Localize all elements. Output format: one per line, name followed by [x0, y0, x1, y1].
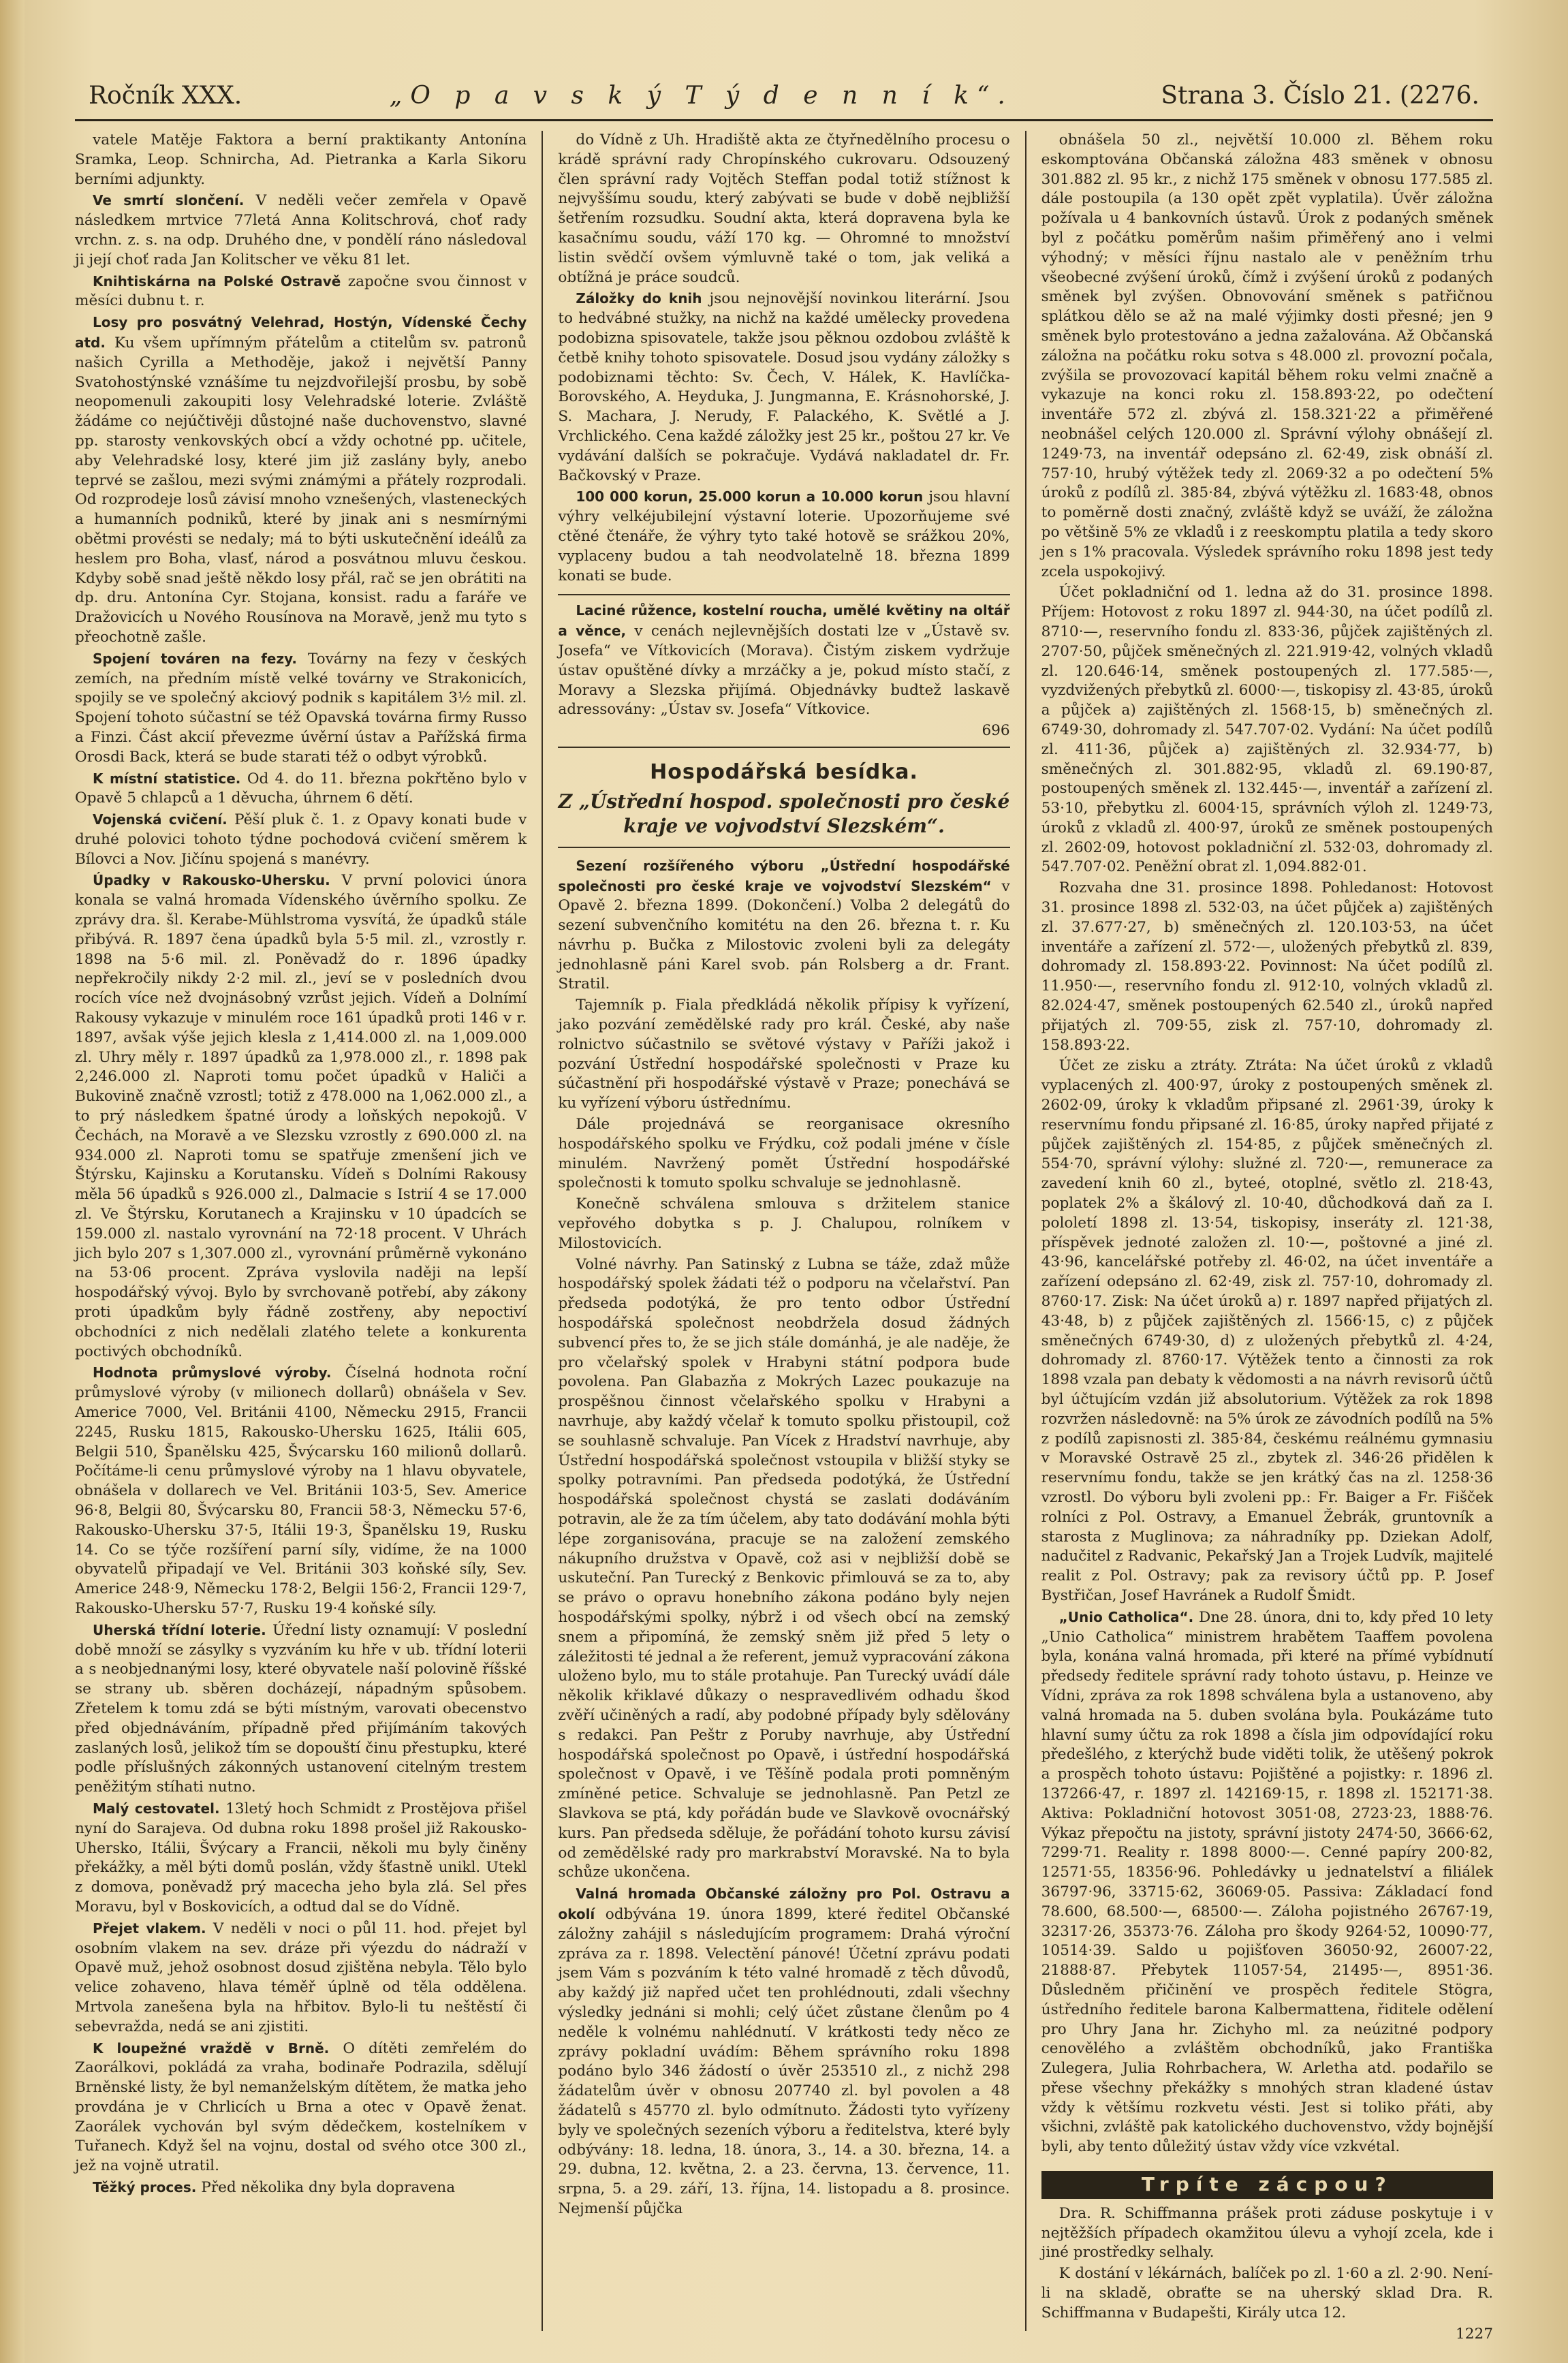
paragraph-text: Číselná hodnota roční průmyslové výroby (v milionech dollarů) obnášela v Sev. Americe 7000, Vel. Británii 4100, Německu 2915, Francii 2245, Rusku 1815, Rakousko-Uhersku 1625, Itálii 605, Belgii 510, Španělsku 425, Švýcarsku 160 milionů dollarů. Počítáme-li cenu průmyslové výroby na 1 hlavu obyvatele, obnášela v dollarech ve Vel. Británii 103·5, Sev. Americe 96·8, Belgii 80, Švýcarsku 80, Francii 58·3, Německu 57·6, Rakousko-Uhersku 37·5, Itálii 19·3, Španělsku 19, Rusku 14. Co se týče rozšíření parní síly, vidíme, že na 1000 obyvatelů připadají ve Vel. Británii 303 koňské síly, Sev. Americe 248·9, Německu 178·2, Belgii 156·2, Francii 129·7, Rakousko-Uhersku 57·7, Rusku 19·4 koňské síly.	[75, 1364, 527, 1617]
paragraph-lead: Uherská třídní loterie.	[93, 1621, 273, 1638]
paragraph	[75, 649, 527, 768]
paragraph	[558, 487, 1009, 586]
divider	[558, 847, 1009, 848]
paragraph-text: 13letý hoch Schmidt z Prostějova přišel nyní do Sarajeva. Od dubna roku 1898 prošel již Rakousko-Uhersko, Itálii, Švýcary a Francii, několi mu byly činěny překážky, a měl býti domů poslán, vždy šťastně unikl. Utekl z domova, poněvadž prý macecha jeho byla zlá. Sel přes Moravu, byl v Boskovicích, a odtud dal se do Vídně.	[75, 1800, 527, 1915]
advert-number: 1227	[1456, 2325, 1493, 2343]
advert-banner: Trpíte zácpou?	[1041, 2171, 1493, 2199]
paragraph-text: K dostání v lékárnách, balíček po zl. 1·60 a zl. 2·90. Není-li na skladě, obraťte se na uherský sklad Dra. R. Schiffmanna v Budapešti, Király utca 12.	[1041, 2265, 1493, 2321]
paragraph-lead: „Unio Catholica“.	[1059, 1608, 1199, 1625]
paragraph	[1041, 2204, 1493, 2263]
paragraph	[558, 856, 1009, 995]
paragraph	[558, 1195, 1009, 1253]
masthead-title: „O p a v s k ý T ý d e n n í k“.	[389, 82, 1014, 110]
paragraph-text: vatele Matěje Faktora a berní praktikanty Antonína Sramka, Leop. Schnircha, Ad. Pietranka a Karla Sikoru berními adjunkty.	[75, 131, 527, 188]
section-heading: Hospodářská besídka.	[650, 760, 918, 784]
column-3	[1025, 131, 1493, 2343]
paragraph-lead: K loupežné vraždě v Brně.	[93, 2039, 343, 2056]
paragraph-text: v Opavě 2. března 1899. (Dokončení.) Volba 2 delegátů do sezení subvenčního komitétu na den 26. března t. r. Ku návrhu p. Bučka z Milostovic zvoleni byli za delegáty jednohlasně páni Karel svob. pán Rolsberg a dr. Frant. Stratil.	[558, 877, 1010, 993]
column-2-article	[558, 856, 1009, 2219]
paragraph	[75, 1799, 527, 1918]
paragraph-text: Dra. R. Schiffmanna prášek proti záduse poskytuje i v nejtěžších případech okamžitou úlevu a vyhojí zcela, kde i jiné prostředky selhaly.	[1041, 2204, 1493, 2262]
paragraph-text: jsou nejnovější novinkou literární. Jsou to hedvábné stužky, na nichž na každé umělecky provedena podobizna spisovatele, takže jsou pěknou ozdobou zvláště k četbě knihy tohoto spisovatele. Dosud jsou vydány záložky s podobiznami těchto: Sv. Čech, V. Hálek, K. Havlíčka-Borovského, A. Heyduka, J. Jungmanna, E. Krásnohorské, J. S. Machara, J. Nerudy, F. Palackého, K. Světlé a J. Vrchlického. Cena každé záložky jest 25 kr., poštou 27 kr. Ve vydávání dalších se pokračuje. Vydává nakladatel dr. Fr. Bačkovský v Praze.	[558, 290, 1010, 484]
paragraph-text: V neděli v noci o půl 11. hod. přejet byl osobním vlakem na sev. dráze při výezdu do nádraží v Opavě muž, jehož osobnost dosud zjištěna nebyla. Tělo bylo velice zohaveno, hlava téměř úplně od těla oddělena. Mrtvola zanešena byla na hřbitov. Bylo-li tu neštěstí či sebevražda, nedá se ani zjistiti.	[75, 1920, 527, 2035]
advert-text	[1041, 2204, 1493, 2323]
paragraph	[75, 810, 527, 869]
paragraph	[558, 1255, 1009, 1883]
paragraph-text: odbývána 19. února 1899, které ředitel Občanské záložny zahájil s následujícím programem: Drahá výroční zpráva za r. 1898. Velectění pánové! Účetní zprávu podati jsem Vám s pozváním k této valné hromadě z těch důvodů, aby každý již napřed učet ten prohlédnouti, zdali všechny výsledky jednáni si mohli; celý účet zůstane členům po 4 neděle k volnému nahlédnutí. V krátkosti tedy něco ze zprávy pokladní uvádím: Během správního roku 1898 podáno bylo 346 žádostí o úvěr 253510 zl., z nichž 298 žádatelům úvěr v obnosu 207740 zl. byl povolen a 48 žádatelů s 45770 zl. bylo odmítnuto. Žádosti tyto vyřízeny byly ve společných sezeních výboru a ředitelstva, které byly odbývány: 18. ledna, 18. února, 3., 14. a 30. března, 14. a 29. dubna, 12. května, 2. a 23. června, 13. července, 11. srpna, 5. a 29. září, 13. října, 14. listopadu a 8. prosince. Nejmenší půjčka	[558, 1905, 1010, 2217]
page-edge	[0, 0, 25, 2363]
paragraph-text: jsou hlavní výhry velkéjubilejní výstavní loterie. Upozorňujeme své ctěné čtenáře, že výhry tyto také hotově se srážkou 20%, vyplaceny budou a tah neodvolatelně 18. března 1899 konati se bude.	[558, 488, 1010, 584]
masthead	[75, 82, 1493, 121]
paragraph-text: Volné návrhy. Pan Satinský z Lubna se táže, zdaž může hospodářský spolek žádati též o podporu na včelařství. Pan předseda podotýká, že pro tento odbor Ústřední hospodářská společnost neobdržela dosud žádných subvencí přes to, že se jich stále dománhá, je ale naděje, že pro včelařský spolek v Hrabyni státní podpora bude povolena. Pan Glabazňa z Mokrých Lazec poukazuje na prospěšnou činnost včelařského spolku v Hrabyni a navrhuje, aby každý včelař k tomuto spolku přistoupil, což se souhlasně schvaluje. Pan Vícek z Hradství navrhuje, aby Ústřední hospodářská společnost vstoupila v bližší styky se spolky potravními. Pan předseda podotýká, že Ústřední hospodářská společnost chystá se zaslati dodáváním potravin, ale že za tím účelem, aby tato dodávání mohla býti lépe zorganisována, pracuje se na založení zemského nákupního družstva v Opavě, což asi v nejbližší době se uskuteční. Pan Turecký z Benkovic přimlouvá se za to, aby se právo o opravu honebního zákona podáno byly nejen hospodářskými spolky, nýbrž i od všech obcí na zemský snem a připomíná, že zemský sněm již před 5 lety o záležitosti té jednal a že referent, jemuž vypracování zákona uloženo bylo, mu to stále protahuje. Pan Turecký uvádí dále několik křiklavé důkazy o nespravedlivém odhadu škod zvěří učiněných a radí, aby podobné případy byly sdělovány s redakci. Pan Peštr z Poruby navrhuje, aby Ústřední hospodářská společnost po Opavě, i ústřední hospodářská společnost v Opavě, i ve Těšíně podala proti pomněným zmíněné petice. Schvaluje se jednohlasně. Pan Petzl ze Slavkova se ptá, kdy pořádán bude ve Slavkově ovocnářský kurs. Pan předseda sděluje, že pořádání tohoto kursu závisí od zemědělské rady pro markrabství Moravské. Na to byla schůze ukončena.	[558, 1255, 1010, 1881]
paragraph	[75, 2039, 527, 2177]
paragraph	[558, 289, 1009, 486]
paragraph-text: Dne 28. února, dni to, kdy před 10 lety „Unio Catholica“ ministrem hrabětem Taaffem povolena byla, konána valná hromada, při které na přímé vybídnutí předsedy ředitele správní rady tohoto ústavu, p. Heinze ve Vídni, zpráva za rok 1898 schválena byla a ustanoveno, aby valná hromada na 5. duben svolána byla. Poukázáme tuto hlavní sumy účtu za rok 1898 a čísla jim odpovídající roku předešlého, z kterýchž bude viděti tolik, že utěšený pokrok a prospěch tohoto ústavu: Pojištěné a pojistky: r. 1896 zl. 137266·47, r. 1897 zl. 142169·15, r. 1898 zl. 152171·38. Aktiva: Pokladniční hotovost 3051·08, 2723·23, 1888·76. Výkaz přepočtu na jistoty, správní jistoty 2474·50, 3666·62, 7299·71. Reality r. 1898 8000·—. Cenné papíry 200·82, 12571·55, 18356·96. Pohledávky u jednatelství a filiálek 36797·96, 33715·62, 36069·05. Passiva: Základací fond 78.600, 68.500·—, 68500·—. Záloha pojistného 26767·19, 32317·26, 35373·76. Záloha pro škody 9264·52, 10090·77, 10514·39. Saldo u pojišťoven 36050·92, 26007·22, 21888·87. Přebytek 11057·54, 21495·—, 8951·36. Důsledněm přičinění ve prospěch ředitele Stögra, ústředního ředitele barona Kalbermattena, řiditele odělení pro Uhry Jana hr. Zichyho ml. za neúzitné podpory cenovělého a zvláštěm obchodníků, jako Františka Zulegera, Julia Rohrbachera, W. Arletha atd. podařilo se přese všechny překážky s mnohých stran kladené ústav vždy k většímu rozkvetu vésti. Jest si toliko přáti, aby všichni, zvláště pak katolického duchovenstvo, vždy bojnější byli, aby tento důležitý ústav vždy více vzkvétal.	[1041, 1608, 1493, 2156]
paragraph-text: Pěší pluk č. 1. z Opavy konati bude v druhé polovici tohoto týdne pochodová cvičení směrem k Bílovci a Nov. Jičínu spojená s manévry.	[75, 811, 527, 868]
paragraph-text: Rozvaha dne 31. prosince 1898. Pohledanost: Hotovost 31. prosince 1898 zl. 532·03, na účet půjček a) zajištěných zl. 37.677·27, b) směnečných zl. 120.103·53, na účet inventáře a zařízení zl. 572·—, uložených přebytků zl. 839, dohromady zl. 158.893·22. Povinnost: Na účet podílů zl. 11.950·—, reservního fondu zl. 912·10, volných vkladů zl. 82.024·47, směnek postoupených 62.540 zl., úroků napřed přijatých zl. 709·55, zisk zl. 757·10, dohromady zl. 158.893·22.	[1041, 879, 1493, 1054]
ad-number: 696	[982, 722, 1010, 740]
paragraph	[558, 996, 1009, 1114]
paragraph-text: započne svou činnost v měsíci dubnu t. r.	[75, 272, 527, 310]
paragraph	[1041, 2264, 1493, 2323]
paragraph	[1041, 1608, 1493, 2157]
paragraph	[75, 2178, 527, 2198]
paragraph-text: Konečně schválena smlouva s držitelem stanice vepřového dobytka s p. J. Chalupou, rolníkem v Milostovicích.	[558, 1195, 1010, 1252]
paragraph	[75, 272, 527, 312]
paragraph	[1041, 131, 1493, 582]
paragraph	[558, 131, 1009, 287]
paragraph	[75, 1363, 527, 1618]
paragraph-lead: Úpadky v Rakousko-Uhersku.	[93, 872, 342, 889]
paragraph-text: do Vídně z Uh. Hradiště akta ze čtyřnedělního procesu o krádě správní rady Chropínského cukrovaru. Odsouzený člen správní rady Vojtěch Steffan podal totiž stížnost k nejvyššímu soudu, který zabývati se bude v době nejbližší šetřením rozsudku. Soudní akta, která dopravena byla ke kasačnímu soudu, váží 170 kg. — Ohromné to množství listin svědčí ovšem výmluvně také o tom, jak veliká a obtížná je práce soudců.	[558, 131, 1010, 286]
paragraph	[558, 1115, 1009, 1193]
paragraph-lead: Záložky do knih	[576, 290, 710, 307]
paragraph-lead: Spojení továren na fezy.	[93, 650, 308, 667]
paragraph-lead: Hodnota průmyslové výroby.	[93, 1364, 345, 1381]
paragraph-text: Dále projednává se reorganisace okresního hospodářského spolku ve Frýdku, což podali jméne v čísle minulém. Navržený pomět Ústřední hospodářské společnosti k tomuto spolku schvaluje se jednohlasně.	[558, 1116, 1010, 1192]
paragraph-lead: Losy pro posvátný Velehrad, Hostýn, Vídenské Čechy atd.	[75, 314, 527, 351]
paragraph-lead: K místní statistice.	[93, 770, 247, 787]
paragraph-lead: Ve smrtí slončení.	[93, 192, 256, 209]
paragraph	[75, 1919, 527, 2037]
paragraph-text: Ku všem upřímným přátelům a ctitelům sv. patronů našich Cyrilla a Methoděje, jakož i největší Panny Svatohostýnské vznášíme tu nejzdvořilejší prosbu, by sobě neopomenuli zakoupiti losy Velehradské loterie. Zvláště žádáme co nejúčtivěji důstojné naše duchovenstvo, slavné pp. starosty venkovských obcí a vždy ochotné pp. učitele, aby Velehradské losy, které jim již zaslány byly, anebo teprvé se zašlou, mezi svými známými a přátely rozprodali. Od rozprodeje losů závisí mnoho vznešených, vlasteneckých a humanních podniků, které by jinak ani s nesmírnými obětmi provésti se nedaly; má to býti uskutečnění ideálů za heslem pro Boha, vlasť, národ a posvátnou mluvu českou. Kdyby sobě snad ještě někdo losy přál, rač se jen obrátiti na dp. dru. Antonína Cyr. Stojana, konsist. radu a faráře ve Dražovicích u Nového Rousínova na Moravě, jenž mu tyto s přeochotně zašle.	[75, 334, 527, 646]
ad-text: v cenách nejlevnějších dostati lze v „Ústavě sv. Josefa“ ve Vítkovicích (Morava). Čistým ziskem vydržuje ústav opuštěné dívky a mrzáčky a je, pokud místo stačí, z Moravy a Slezska přijímá. Objednávky budtež laskavě adressovány: „Ústav sv. Josefa“ Vítkovice.	[558, 623, 1010, 719]
paragraph	[1041, 879, 1493, 1055]
paragraph-text: Tajemník p. Fiala předkládá několik přípisy k vyřízení, jako pozvání zemědělské rady pro král. České, aby naše rolnictvo súčastnilo se světové výstavy v Paříži jakož i pozvání Ústřední hospodářské společnosti v Praze ku súčastnění při hospodářské výstavě v Praze; ponechává se ku vyřízení výboru ústřednímu.	[558, 997, 1010, 1112]
columns	[75, 131, 1493, 2343]
paragraph-text: Úřední listy oznamují: V poslední době množí se zásylky s vyzváním ku hře v ub. třídní loterii a s neobjednanými losy, které obyvatele naší polovině říšské se strany ub. sběren docházejí, nápadným spůsobem. Zřetelem k tomu zdá se býti místným, varovati obecenstvo před objednáváním, případně před přijímáním takových zaslaných losů, jelikož tím se dopouští činu přestupku, které podle příslušných zákonných ustanovení citelným trestem peněžitým stíhati nutno.	[75, 1621, 527, 1796]
paragraph-text: Továrny na fezy v českých zemích, na předním místě velké továrny ve Strakonicích, spojily se ve společný akciový podnik s kapitálem 3½ mil. zl. Spojení tohoto súčastní se též Opavská továrna firmy Russo a Finzi. Část akcií převezme úvěrní ústav a Pařížská firma Orosdi Back, která se bude starati též o odbyt výrobků.	[75, 650, 527, 766]
paragraph-text: obnášela 50 zl., největší 10.000 zl. Během roku eskomptována Občanská záložna 483 směnek v obnosu 301.882 zl. 95 kr., z nichž 175 směnek v obnosu 177.585 zl. dále postoupila (a 130 opět zpět vyplatila). Úvěr záložna požívala u 4 bankovních ústavů. Úrok z podaných směnek byl z počátku poměrům našim přiměřený ano i velmi výhodný; v měsíci říjnu nastalo ale v peněžním trhu všeobecné zvýšení úroků, čímž i zvýšení úroků z podaných směnek byl zvýšen. Obnovování směnek s patřičnou splátkou dělo se až na malé výjimky dosti přesné; jen 9 směnek bylo protestováno a jedna zažalována. Až Občanská záložna na počátku roku sotva s 48.000 zl. provozní počala, zvýšila se provozovací kapitál během roku velmi značně a vykazuje na konci roku zl. 158.893·22, po odečtení inventáře 572 zl. zbývá zl. 158.321·22 a přiměřené neobnášel celých 120.000 zl. Správní výlohy obnášejí zl. 1249·73, na inventář odepsáno zl. 62·49, zisk obnáší zl. 757·10, hrubý výtěžek tedy zl. 2069·32 a po odečtení 5% úroků z podílů zl. 385·84, zbývá výtěžku zl. 1683·48, obnos to poměrně dosti značný, zvláště když se uváží, že záložna po většině 5% ze vkladů i z reeskomptu platila a tedy skoro jen s 1% pracovala. Výsledek správního roku 1898 jest tedy zcela uspokojivý.	[1041, 131, 1493, 580]
paragraph-text: V neděli večer zemřela v Opavě následkem mrtvice 77letá Anna Kolitschrová, choť rady vrchn. z. s. na odp. Druhého dne, v pondělí ráno následoval ji její choť rada Jan Kolitscher ve věku 81 let.	[75, 192, 527, 268]
article-title: Z „Ústřední hospod. společnosti pro české kraje ve vojvodství Slezském“.	[558, 789, 1010, 837]
paragraph-lead: Malý cestovatel.	[93, 1800, 226, 1817]
column-2-news	[558, 131, 1009, 586]
paragraph	[75, 131, 527, 189]
paragraph-text: O dítěti zemřelém do Zaorálkovi, pokládá za vraha, bodinaře Podrazila, sdělují Brněnské listy, že byl nemanželským dítětem, že matka jeho provdána je v Chrlicích u Brna a otec v Opavě ženat. Zaorálek vychován byl svým dědečkem, kostelníkem v Tuřanech. Když šel na vojnu, dostal od svého otce 300 zl., jež na vojně utratil.	[75, 2039, 527, 2175]
paragraph-text: Před několika dny byla dopravena	[201, 2179, 456, 2197]
paragraph-text: V první polovici února konala se valná hromada Vídenského úvěrního spolku. Ze zprávy dra. šl. Kerabe-Mühlstroma vysvítá, že úpadků stále přibývá. R. 1897 čena úpadků byla 5·5 mil. zl., vzrostly r. 1898 na 5·6 mil. zl. Poněvadž do r. 1896 úpadky nepřekročily nikdy 2·2 mil. zl., jeví se v posledních dvou rocích více než dvojnásobný vzrůst jejich. Vídeň a Dolnímí Rakousy vykazuje v minulém roce 161 úpadků proti 146 v r. 1897, avšak výše jejich klesla z 1,414.000 zl. na 1,009.000 zl. Uhry měly r. 1897 úpadků za 1,978.000 zl., r. 1898 pak 2,246.000 zl. Naproti tomu počet úpadků v Haliči a Bukovině značně vzrostl; totiž z 478.000 na 1,062.000 zl., a to prý následkem špatné úrody a loňských nepokojů. V Čechách, na Moravě a ve Slezsku vzrostly z 690.000 zl. na 934.000 zl. Naproti tomu se spatřuje zmenšení jich ve Štýrsku, Kajinsku a Korutansku. Vídeň s Dolními Rakousy měla 56 úpadků s 926.000 zl., Dalmacie s Istrií 4 se 17.000 zl. Ve Štýrsku, Korutanech a Krajinsku v 10 úpadcích se 159.000 zl. nastalo vyrovnání na 72·18 procent. V Uhrách jich bylo 207 s 1,307.000 zl., vyrovnání průměrně vykonáno na 53·06 procent. Zpráva vyslovila naději na lepší hospodářský vývoj. Bylo by svrchovaně potřebí, aby zákony proti úpadkům byly řádně zostřeny, aby nepoctiví obchodníci z nich nedělali zlatého telete a konkurenta poctivých obchodníků.	[75, 872, 527, 1360]
paragraph-lead: Valná hromada Občanské záložny pro Pol. Ostravu a okolí	[558, 1885, 1010, 1922]
masthead-page: Strana 3. Číslo 21. (2276.	[1161, 82, 1479, 110]
paragraph	[75, 1621, 527, 1798]
paragraph	[1041, 1057, 1493, 1606]
paragraph-lead: Knihtiskárna na Polské Ostravě	[93, 272, 348, 289]
paragraph-text: Účet ze zisku a ztráty. Ztráta: Na účet úroků z vkladů vyplacených zl. 400·97, úroky z postoupených směnek zl. 2602·09, úroky k vkladům připsané zl. 2961·39, úroky k reservnímu fondu připsané zl. 16·85, úroky napřed přijaté z půjček zajištěných zl. 154·85, z půjček směnečných zl. 554·70, správní výlohy: služné zl. 720·—, remunerace za zavedení knih 60 zl., byteé, otoplné, světlo zl. 218·43, poplatek 2% a škálový zl. 10·40, důchodková daň za I. pololetí 1898 zl. 13·54, tiskopisy, inseráty zl. 121·38, příspěvek jednoté založen zl. 10·—, poštovné a jiné zl. 43·96, kancelářské potřeby zl. 46·02, na účet inventáře a zařízení odepsáno zl. 62·49, zisk zl. 757·10, dohromady zl. 8760·17. Zisk: Na účet úroků a) r. 1897 napřed přijatých zl. 43·48, b) z půjček zajištěných zl. 1566·15, c) z půjček směnečných 6749·30, d) z uložených přebytků zl. 4·24, dohromady zl. 8760·17. Výtěžek tento a činnosti za rok 1898 vzala pan debaty k vědomosti a na návrh revisorů účtů byl účtujícím vzdán již absolutorium. Výtěžek za rok 1898 rozvržen následovně: na 5% úrok ze závodních podílů na 5% z podílů zapisnosti zl. 385·84, českému reálnému gymnasiu v Moravské Ostravě 25 zl., zbytek zl. 346·26 přidělen k reservnímu fondu, takže se jen krátký čas na zl. 1258·36 vzrostl. Do výboru byli zvoleni pp.: Fr. Baiger a Fr. Fišček rolníci z Pol. Ostravy, a Emanuel Žebrák, gruntovník a starosta z Muglinova; za náhradníky pp. Dziekan Adolf, nadučitel z Radvanic, Pekařský Jan a Trojek Ludvík, majitelé realit z Pol. Ostravy; pak za revisory účtů pp. P. Josef Bystřičan, Josef Havránek a Rudolf Šmidt.	[1041, 1057, 1493, 1604]
column-3-article	[1041, 131, 1493, 2157]
paragraph	[75, 871, 527, 1362]
paragraph-text: Od 4. do 11. března pokřtěno bylo v Opavě 5 chlapců a 1 děvucha, úhrnem 6 dětí.	[75, 770, 527, 807]
paragraph-lead: 100 000 korun, 25.000 korun a 10.000 korun	[576, 488, 929, 505]
column-1	[75, 131, 527, 2331]
paragraph-text: Účet pokladniční od 1. ledna až do 31. prosince 1898. Příjem: Hotovost z roku 1897 zl. 944·30, na účet podílů zl. 8710·—, reservního fondu zl. 833·36, půjček zajištěných zl. 2707·50, půjček směnečných zl. 221.919·42, volných vkladů zl. 120.646·14, směnek postoupených zl. 177.585·—, vyzdvižených přebytků zl. 6000·—, tiskopisy zl. 43·85, úroků a půjček a) zajištěných zl. 1568·15, b) směnečných zl. 6749·30, dohromady zl. 547.707·02. Vydání: Na účet podílů zl. 411·36, půjček a) zajištěných zl. 32.934·77, b) směnečných zl. 301.882·95, vkladů zl. 69.190·87, postoupených směnek zl. 132.445·—, inventář a zařízení zl. 53·10, přebytku zl. 6004·15, správních výloh zl. 1249·73, úroků z vkladů zl. 400·97, úroků ze směnek postoupených zl. 2602·09, hotovost pokladniční zl. 532·03, dohromady zl. 547.707·02. Peněžní obrat zl. 1,094.882·01.	[1041, 584, 1493, 876]
paragraph	[75, 313, 527, 648]
masthead-volume: Ročník XXX.	[89, 82, 242, 110]
paragraph-lead: Přejet vlakem.	[93, 1920, 213, 1937]
column-2	[542, 131, 1009, 2331]
paragraph	[558, 1884, 1009, 2219]
paragraph-lead: Sezení rozšířeného výboru „Ústřední hospodářské společnosti pro české kraje ve vojvodství Slezském“	[558, 857, 1010, 894]
paragraph	[75, 769, 527, 809]
paragraph	[1041, 583, 1493, 877]
ad-lead: Laciné růžence, kostelní roucha, umělé květiny na oltář a věnce,	[558, 602, 1010, 640]
paragraph-lead: Vojenská cvičení.	[93, 811, 235, 828]
paragraph-lead: Těžký proces.	[93, 2179, 202, 2196]
advertisement	[558, 594, 1009, 748]
paragraph	[75, 191, 527, 270]
